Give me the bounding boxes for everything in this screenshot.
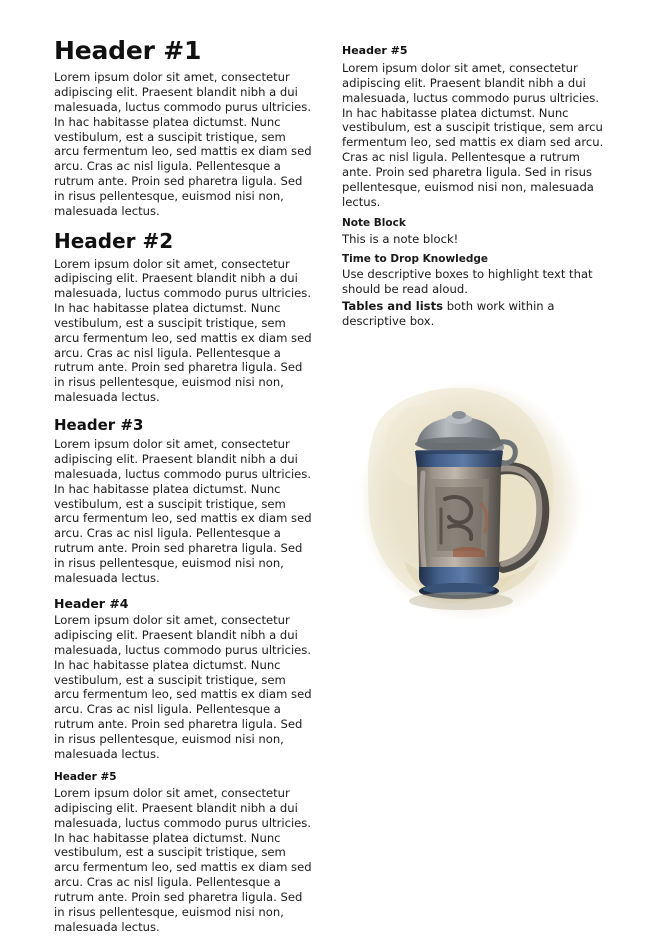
header-4: Header #4 <box>54 595 129 611</box>
stein-shadow <box>409 592 513 610</box>
body-paragraph-3: Lorem ipsum dolor sit amet, consectetur adipiscing elit. Praesent blandit nibh a dui malesuada, luctus commodo purus ultricies. In hac habitasse platea dictumst. Nunc vestibulum, est a suscipit tristique, sem arcu fermentum leo, sed mattis ex diam sed arcu. Cras ac nisl ligula. Pellentesque a rutrum ante. Proin sed pharetra ligula. Sed in risus pellentesque, euismod nisi non, malesuada lectus. <box>54 437 312 585</box>
tables-and-lists-text <box>342 299 606 329</box>
header-3: Header #3 <box>54 415 144 434</box>
right-body-paragraph: Lorem ipsum dolor sit amet, consectetur adipiscing elit. Praesent blandit nibh a dui malesuada, luctus commodo purus ultricies. In hac habitasse platea dictumst. Nunc vestibulum, est a suscipit tristique, sem arcu fermentum leo, sed mattis ex diam sed arcu. Cras ac nisl ligula. Pellentesque a rutrum ante. Proin sed pharetra ligula. Sed in risus pellentesque, euismod nisi non, malesuada lectus. <box>342 61 604 209</box>
note-block-title: Note Block <box>342 217 406 230</box>
left-column <box>54 38 314 936</box>
header-1: Header #1 <box>54 36 202 65</box>
header-2: Header #2 <box>54 228 174 253</box>
descriptive-box-text: Use descriptive boxes to highlight text that should be read aloud. <box>342 267 593 297</box>
tables-and-lists-bold: Tables and lists <box>342 298 444 313</box>
header-5: Header #5 <box>54 770 117 783</box>
body-paragraph-4: Lorem ipsum dolor sit amet, consectetur adipiscing elit. Praesent blandit nibh a dui malesuada, luctus commodo purus ultricies. In hac habitasse platea dictumst. Nunc vestibulum, est a suscipit tristique, sem arcu fermentum leo, sed mattis ex diam sed arcu. Cras ac nisl ligula. Pellentesque a rutrum ante. Proin sed pharetra ligula. Sed in risus pellentesque, euismod nisi non, malesuada lectus. <box>54 613 312 761</box>
drop-knowledge-title: Time to Drop Knowledge <box>342 252 489 265</box>
body-paragraph-2: Lorem ipsum dolor sit amet, consectetur adipiscing elit. Praesent blandit nibh a dui malesuada, luctus commodo purus ultricies. In hac habitasse platea dictumst. Nunc vestibulum, est a suscipit tristique, sem arcu fermentum leo, sed mattis ex diam sed arcu. Cras ac nisl ligula. Pellentesque a rutrum ante. Proin sed pharetra ligula. Sed in risus pellentesque, euismod nisi non, malesuada lectus. <box>54 256 312 404</box>
note-block-text: This is a note block! <box>342 231 459 246</box>
two-column-layout <box>54 38 618 936</box>
right-column <box>342 38 606 631</box>
stein-upper-band <box>415 450 503 467</box>
body-paragraph-5: Lorem ipsum dolor sit amet, consectetur adipiscing elit. Praesent blandit nibh a dui malesuada, luctus commodo purus ultricies. In hac habitasse platea dictumst. Nunc vestibulum, est a suscipit tristique, sem arcu fermentum leo, sed mattis ex diam sed arcu. Cras ac nisl ligula. Pellentesque a rutrum ante. Proin sed pharetra ligula. Sed in risus pellentesque, euismod nisi non, malesuada lectus. <box>54 786 312 934</box>
beer-stein-illustration <box>349 351 599 631</box>
right-header-5: Header #5 <box>342 44 408 57</box>
body-paragraph-1: Lorem ipsum dolor sit amet, consectetur adipiscing elit. Praesent blandit nibh a dui malesuada, luctus commodo purus ultricies. In hac habitasse platea dictumst. Nunc vestibulum, est a suscipit tristique, sem arcu fermentum leo, sed mattis ex diam sed arcu. Cras ac nisl ligula. Pellentesque a rutrum ante. Proin sed pharetra ligula. Sed in risus pellentesque, euismod nisi non, malesuada lectus. <box>54 70 312 218</box>
tables-and-lists-rest: both work within a descriptive box. <box>342 298 555 328</box>
